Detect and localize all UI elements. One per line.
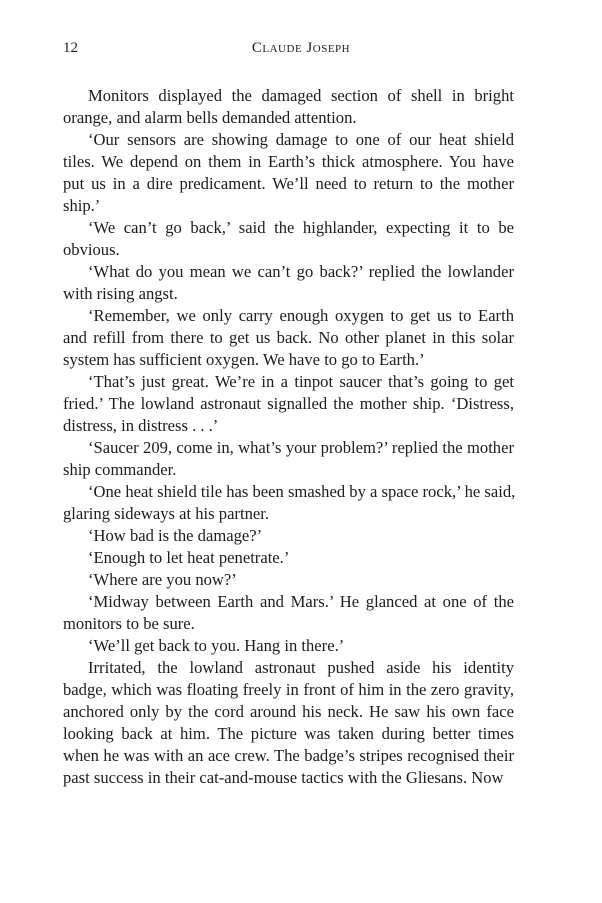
- paragraph: [63, 217, 514, 261]
- text-line: looking back at him. The picture was taken during better times: [63, 724, 514, 743]
- text-line: distress, in distress . . .’: [63, 416, 219, 435]
- text-line: tiles. We depend on them in Earth’s thick atmosphere. You have: [63, 152, 514, 171]
- paragraph: [63, 129, 514, 217]
- paragraph: [63, 547, 514, 569]
- text-line: past success in their cat-and-mouse tactics with the Gliesans. Now: [63, 768, 504, 787]
- text-line: ship.’: [63, 196, 101, 215]
- text-line: ‘Saucer 209, come in, what’s your problem?’ replied the mother: [88, 438, 514, 457]
- paragraph: [63, 481, 514, 525]
- body-text: [63, 85, 514, 789]
- page-number: 12: [63, 40, 78, 56]
- text-line: ‘Enough to let heat penetrate.’: [88, 548, 290, 567]
- text-line: system has sufficient oxygen. We have to go to Earth.’: [63, 350, 425, 369]
- text-line: ‘Our sensors are showing damage to one of our heat shield: [88, 130, 514, 149]
- text-line: ‘We’ll get back to you. Hang in there.’: [88, 636, 345, 655]
- paragraph: [63, 657, 514, 789]
- text-line: badge, which was floating freely in front of him in the zero gravity,: [63, 680, 514, 699]
- text-line: monitors to be sure.: [63, 614, 195, 633]
- text-line: anchored only by the cord around his neck. He saw his own face: [63, 702, 514, 721]
- text-line: ‘What do you mean we can’t go back?’ replied the lowlander: [88, 262, 514, 281]
- text-line: fried.’ The lowland astronaut signalled the mother ship. ‘Distress,: [63, 394, 514, 413]
- text-line: and refill from there to get us back. No other planet in this solar: [63, 328, 514, 347]
- text-line: orange, and alarm bells demanded attention.: [63, 108, 357, 127]
- text-line: put us in a dire predicament. We’ll need to return to the mother: [63, 174, 514, 193]
- paragraph: [63, 635, 514, 657]
- paragraph: [63, 261, 514, 305]
- text-line: ‘Where are you now?’: [88, 570, 237, 589]
- text-line: ‘One heat shield tile has been smashed by a space rock,’ he said,: [88, 482, 516, 501]
- text-line: ‘We can’t go back,’ said the highlander, expecting it to be: [88, 218, 514, 237]
- paragraph: [63, 525, 514, 547]
- running-head-author: Claude Joseph: [251, 40, 351, 56]
- paragraph: [63, 437, 514, 481]
- text-line: ship commander.: [63, 460, 177, 479]
- text-line: ‘Remember, we only carry enough oxygen to get us to Earth: [88, 306, 514, 325]
- paragraph: [63, 371, 514, 437]
- paragraph: [63, 591, 514, 635]
- text-line: ‘That’s just great. We’re in a tinpot saucer that’s going to get: [88, 372, 514, 391]
- text-line: ‘Midway between Earth and Mars.’ He glanced at one of the: [88, 592, 514, 611]
- paragraph: [63, 569, 514, 591]
- text-line: ‘How bad is the damage?’: [88, 526, 263, 545]
- text-line: with rising angst.: [63, 284, 178, 303]
- text-line: Irritated, the lowland astronaut pushed aside his identity: [88, 658, 514, 677]
- text-line: when he was with an ace crew. The badge’s stripes recognised their: [63, 746, 514, 765]
- text-line: Monitors displayed the damaged section of shell in bright: [88, 86, 514, 105]
- paragraph: [63, 305, 514, 371]
- text-line: glaring sideways at his partner.: [63, 504, 269, 523]
- paragraph: [63, 85, 514, 129]
- text-line: obvious.: [63, 240, 120, 259]
